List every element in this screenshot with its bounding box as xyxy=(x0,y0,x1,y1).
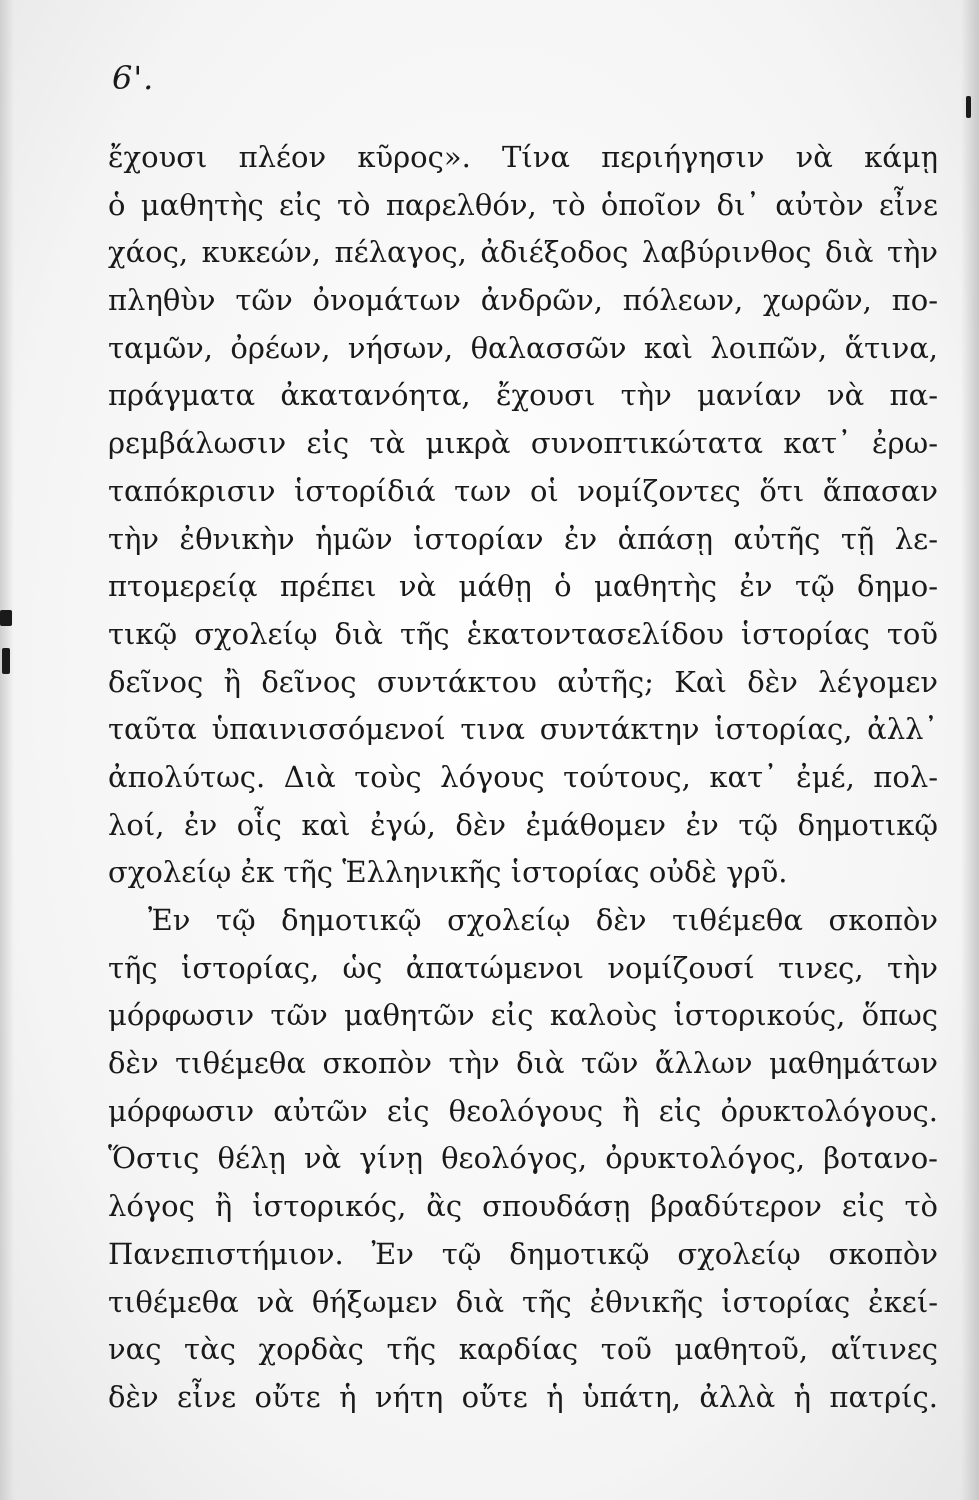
text-line: χάος, κυκεών, πέλαγος, ἀδιέξοδος λαβύρινθος διὰ τὴν xyxy=(108,235,938,270)
text-line: ἀπολύτως. Διὰ τοὺς λόγους τούτους, κατ᾽ ἐμέ, πολ- xyxy=(108,759,938,794)
ink-blot xyxy=(0,610,12,626)
text-line: τῆς ἱστορίας, ὡς ἀπατώμενοι νομίζουσί τινες, τὴν xyxy=(108,950,938,985)
text-line: δεῖνος ἢ δεῖνος συντάκτου αὐτῆς; Καὶ δὲν λέγομεν xyxy=(108,664,938,699)
text-line: πτομερείᾳ πρέπει νὰ μάθῃ ὁ μαθητὴς ἐν τῷ δημο- xyxy=(108,569,938,604)
text-line: σχολείῳ ἐκ τῆς Ἑλληνικῆς ἱστορίας οὐδὲ γρῦ. xyxy=(108,855,788,890)
text-line: μόρφωσιν αὐτῶν εἰς θεολόγους ἢ εἰς ὀρυκτολόγους. xyxy=(108,1093,938,1128)
text-line: δὲν εἶνε οὔτε ἡ νήτη οὔτε ἡ ὑπάτη, ἀλλὰ ἡ πατρίς. xyxy=(108,1379,938,1414)
text-line: λοί, ἐν οἷς καὶ ἐγώ, δὲν ἐμάθομεν ἐν τῷ δημοτικῷ xyxy=(108,807,938,842)
text-line: ταμῶν, ὀρέων, νήσων, θαλασσῶν καὶ λοιπῶν, ἅτινα, xyxy=(108,330,938,365)
page-right-shadow xyxy=(961,0,979,1500)
text-line: δὲν τιθέμεθα σκοπὸν τὴν διὰ τῶν ἄλλων μαθημάτων xyxy=(108,1046,938,1081)
text-line: τὴν ἐθνικὴν ἡμῶν ἱστορίαν ἐν ἁπάσῃ αὐτῆς τῇ λε- xyxy=(108,521,938,556)
body-text xyxy=(108,134,938,1422)
text-line: λόγος ἢ ἱστορικός, ἂς σπουδάσῃ βραδύτερον εἰς τὸ xyxy=(108,1189,938,1224)
text-line: τιθέμεθα νὰ θήξωμεν διὰ τῆς ἐθνικῆς ἱστορίας ἐκεί- xyxy=(108,1284,938,1319)
ink-blot xyxy=(2,648,10,674)
text-line: πράγματα ἀκατανόητα, ἔχουσι τὴν μανίαν νὰ πα- xyxy=(108,378,938,413)
text-line: τικῷ σχολείῳ διὰ τῆς ἑκατοντασελίδου ἱστορίας τοῦ xyxy=(108,616,938,651)
text-line: πληθὺν τῶν ὀνομάτων ἀνδρῶν, πόλεων, χωρῶν, πο- xyxy=(108,283,938,318)
text-line: Ἐν τῷ δημοτικῷ σχολείῳ δὲν τιθέμεθα σκοπὸν xyxy=(148,903,938,937)
text-line: ρεμβάλωσιν εἰς τὰ μικρὰ συνοπτικώτατα κατ᾽ ἐρω- xyxy=(108,426,938,461)
page-number: 6'. xyxy=(112,59,155,97)
page-left-shadow xyxy=(0,0,14,1500)
text-line: ταπόκρισιν ἱστορίδιά των οἱ νομίζοντες ὅτι ἅπασαν xyxy=(108,473,938,508)
text-line: νας τὰς χορδὰς τῆς καρδίας τοῦ μαθητοῦ, αἵτινες xyxy=(108,1332,938,1367)
text-line: ἔχουσι πλέον κῦρος». Τίνα περιήγησιν νὰ κάμῃ xyxy=(108,140,938,174)
text-line: Ὅστις θέλῃ νὰ γίνῃ θεολόγος, ὀρυκτολόγος, βοτανο- xyxy=(108,1141,938,1176)
ink-blot xyxy=(966,96,971,118)
text-line: ταῦτα ὑπαινισσόμενοί τινα συντάκτην ἱστορίας, ἀλλ᾽ xyxy=(108,712,938,747)
text-line: Πανεπιστήμιον. Ἐν τῷ δημοτικῷ σχολείῳ σκοπὸν xyxy=(108,1236,938,1271)
text-line: ὁ μαθητὴς εἰς τὸ παρελθόν, τὸ ὁποῖον δι᾽ αὐτὸν εἶνε xyxy=(108,187,938,222)
text-line: μόρφωσιν τῶν μαθητῶν εἰς καλοὺς ἱστορικούς, ὅπως xyxy=(108,998,938,1033)
